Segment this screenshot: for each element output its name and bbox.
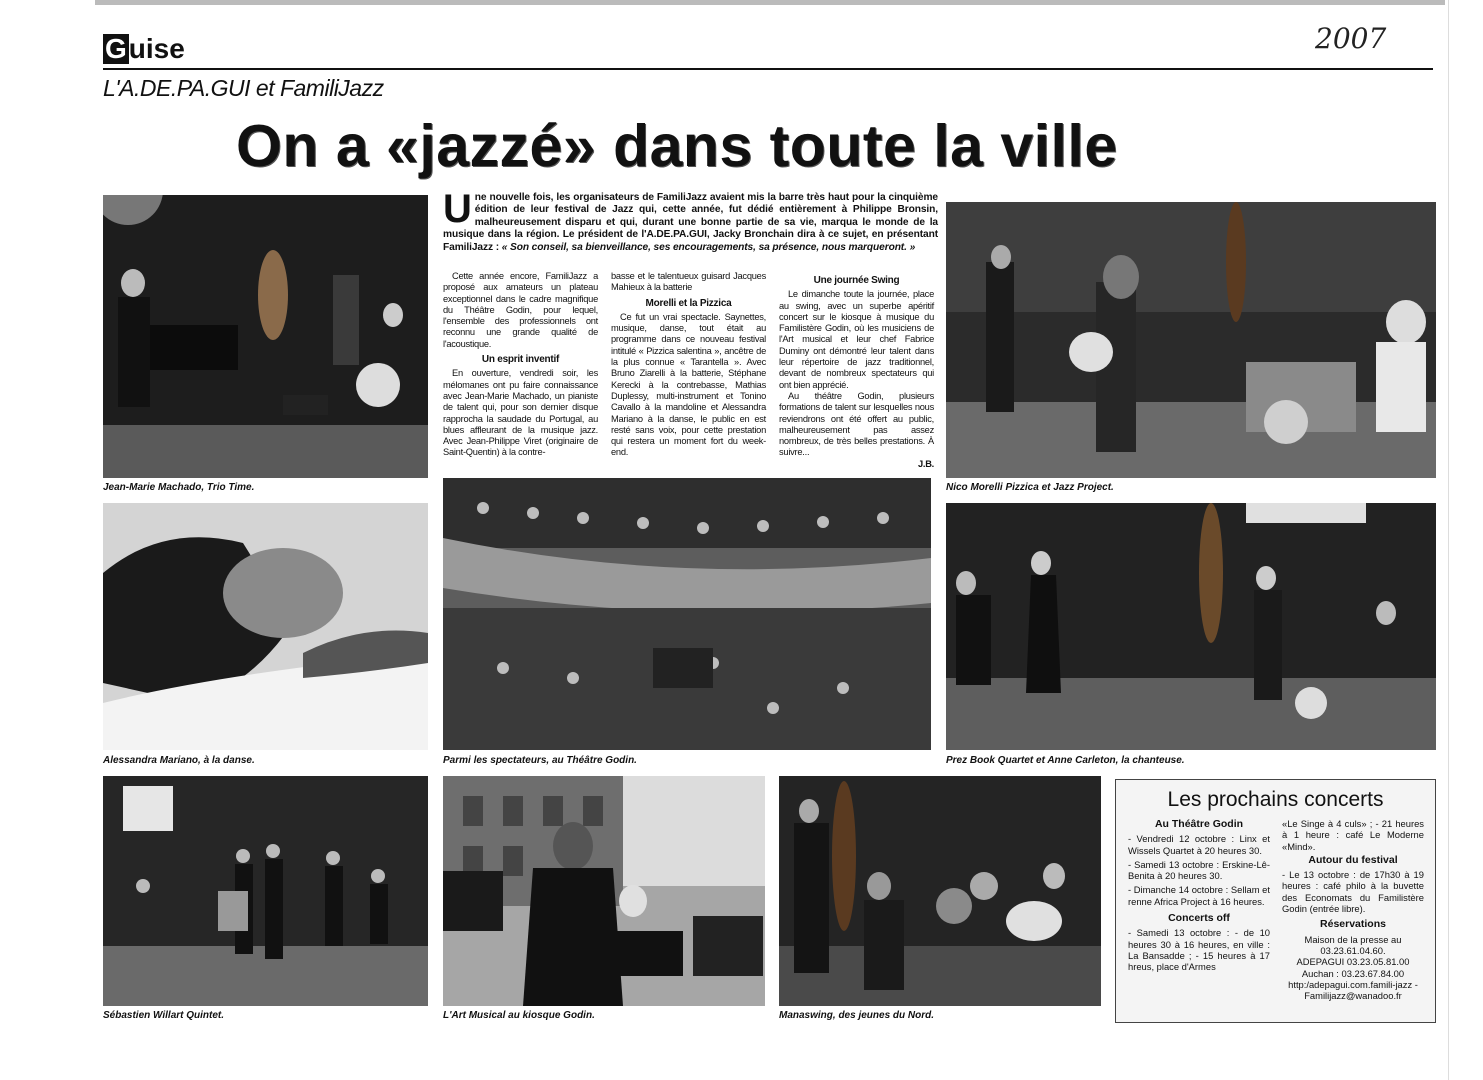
subhead-journee-swing: Une journée Swing: [813, 275, 900, 286]
col3-paragraph-1: Le dimanche toute la journée, place au swing, avec un superbe apéritif concert sur le kiosque à musique du Familistère Godin, où les musiciens de l'Art musical et leur chef Fabrice Duminy ont démontré leur talent dans leur répertoire de jazz traditionnel, devant de nombreux spectateurs qui ont bien apprécié.: [779, 289, 934, 390]
photo-prez-book-quartet: [946, 503, 1436, 750]
box-item-5: «Le Singe à 4 culs» ; - 21 heures à 1 heure : café Le Moderne «Mind».: [1282, 818, 1424, 852]
caption-morelli: Nico Morelli Pizzica et Jazz Project.: [946, 482, 1114, 493]
box-sub-theatre: Au Théâtre Godin: [1154, 818, 1244, 830]
box-sub-autour: Autour du festival: [1308, 853, 1398, 866]
photo-morelli-pizzica: [946, 202, 1436, 478]
box-column-left: [1128, 816, 1270, 973]
intro-quote: « Son conseil, sa bienveillance, ses encouragements, sa présence, nous marqueront. »: [501, 241, 916, 253]
handwritten-year: 2007: [1315, 22, 1387, 55]
caption-art-musical: L'Art Musical au kiosque Godin.: [443, 1010, 595, 1021]
box-item-4: - Samedi 13 octobre : - de 10 heures 30 à 16 heures, en ville : La Bansadde ; - 15 heures à 17 hreus, place d'Armes: [1128, 927, 1270, 973]
photo-art-musical: [443, 776, 765, 1006]
col1-paragraph-1: Cette année encore, FamiliJazz a proposé aux amateurs un plateau exceptionnel dans le cadre magnifique du Théâtre Godin, pour lequel, l'ensemble des professionnels ont reconnu une grande qualité de l'acoustique.: [443, 271, 598, 349]
photo-spectateurs: [443, 478, 931, 750]
caption-prez-book: Prez Book Quartet et Anne Carleton, la chanteuse.: [946, 755, 1185, 766]
photo-manaswing: [779, 776, 1101, 1006]
subhead-esprit-inventif: Un esprit inventif: [481, 354, 560, 366]
scan-top-edge: [95, 0, 1445, 5]
scan-right-edge: [1448, 0, 1449, 1080]
photo-willart-quintet: [103, 776, 428, 1006]
headline: On a «jazzé» dans toute la ville: [236, 113, 1118, 179]
box-item-7: Maison de la presse au 03.23.61.04.60.: [1304, 933, 1402, 956]
photo-alessandra-mariano: [103, 503, 428, 750]
col2-paragraph-1: basse et le talentueux guisard Jacques Mahieux à la batterie: [611, 271, 766, 293]
upcoming-concerts-box: [1115, 779, 1436, 1023]
col1-paragraph-2: En ouverture, vendredi soir, les mélomanes ont pu faire connaissance avec Jean-Marie Machado, un pianiste de talent qui, pour son dernier disque rapprocha la saudade du Portugal, au blues affleurant de la musique jazz. Avec Jean-Philippe Viret (originaire de Saint-Quentin) à la contre-: [443, 368, 598, 458]
box-item-3: - Dimanche 14 octobre : Sellam et renne Africa Project à 16 heures.: [1128, 884, 1270, 907]
box-item-8: ADEPAGUI 03.23.05.81.00: [1296, 956, 1410, 968]
caption-willart: Sébastien Willart Quintet.: [103, 1010, 225, 1021]
article-column-1: [443, 271, 598, 459]
box-sub-off: Concerts off: [1168, 912, 1230, 925]
dropcap: U: [443, 187, 472, 231]
article-column-3: [779, 271, 934, 470]
photo-machado-trio: [103, 195, 428, 478]
box-item-1: - Vendredi 12 octobre : Linx et Wissels Quartet à 20 heures 30.: [1128, 833, 1270, 856]
section-initial: G: [105, 33, 127, 64]
box-item-10: http:/adepagui.com.famili-jazz - Familijazz@wanadoo.fr: [1288, 978, 1418, 1002]
box-item-2: - Samedi 13 octobre : Erskine-Lê-Benita à 20 heures 30.: [1128, 858, 1270, 882]
kicker: L'A.DE.PA.GUI et FamiliJazz: [103, 75, 384, 101]
section-header: [103, 34, 185, 66]
box-sub-reservations: Réservations: [1320, 918, 1386, 931]
caption-spectateurs: Parmi les spectateurs, au Théâtre Godin.: [443, 755, 637, 766]
box-item-9: Auchan : 03.23.67.84.00: [1301, 967, 1405, 979]
signature: J.B.: [917, 458, 934, 469]
box-item-6: - Le 13 octobre : de 17h30 à 19 heures : café philo à la buvette des Economats du Familistère Godin (entrée libre).: [1282, 869, 1424, 915]
caption-manaswing: Manaswing, des jeunes du Nord.: [779, 1010, 935, 1021]
caption-machado: Jean-Marie Machado, Trio Time.: [103, 482, 255, 493]
intro-paragraph: [443, 187, 938, 254]
col2-paragraph-2: Ce fut un vrai spectacle. Saynettes, musique, danse, tout était au programme dans ce nouveau festival intitulé « Pizzica salentina », ancêtre de la plus connue « Tarantella ». Avec Bruno Ziarelli à la batterie, Stéphane Kerecki à la contrebasse, Mathias Duplessy, multi-instrument et Tonino Cavallo à la mandoline et Alessandra Mariano à la danse, le public en est resté sans voix, pour cette prestation qui restera un moment fort du week-end.: [611, 311, 766, 458]
header-rule: [103, 68, 1433, 70]
section-name: uise: [128, 33, 185, 64]
col3-paragraph-2: Au théâtre Godin, plusieurs formations de talent sur lesquelles nous reviendrons ont été offert au public, malheureusement pas assez nombreux, de très belles prestations. À suivre...: [779, 390, 934, 458]
box-title: Les prochains concerts: [1167, 788, 1384, 811]
article-column-2: [611, 271, 766, 459]
subhead-morelli: Morelli et la Pizzica: [645, 297, 732, 309]
caption-mariano: Alessandra Mariano, à la danse.: [103, 755, 255, 766]
intro-text: ne nouvelle fois, les organisateurs de FamiliJazz avaient mis la barre très haut pour la cinquième édition de leur festival de Jazz qui, cette année, fut dédié entièrement à Philippe Bronsin, malheureusement disparu et qui, durant une bonne partie de sa vie, marqua le monde de la musique dans la région. Le président de l'A.DE.PA.GUI, Jacky Bronchain dira à ce sujet, en présentant FamiliJazz :: [443, 192, 938, 253]
box-column-right: [1282, 818, 1424, 1001]
